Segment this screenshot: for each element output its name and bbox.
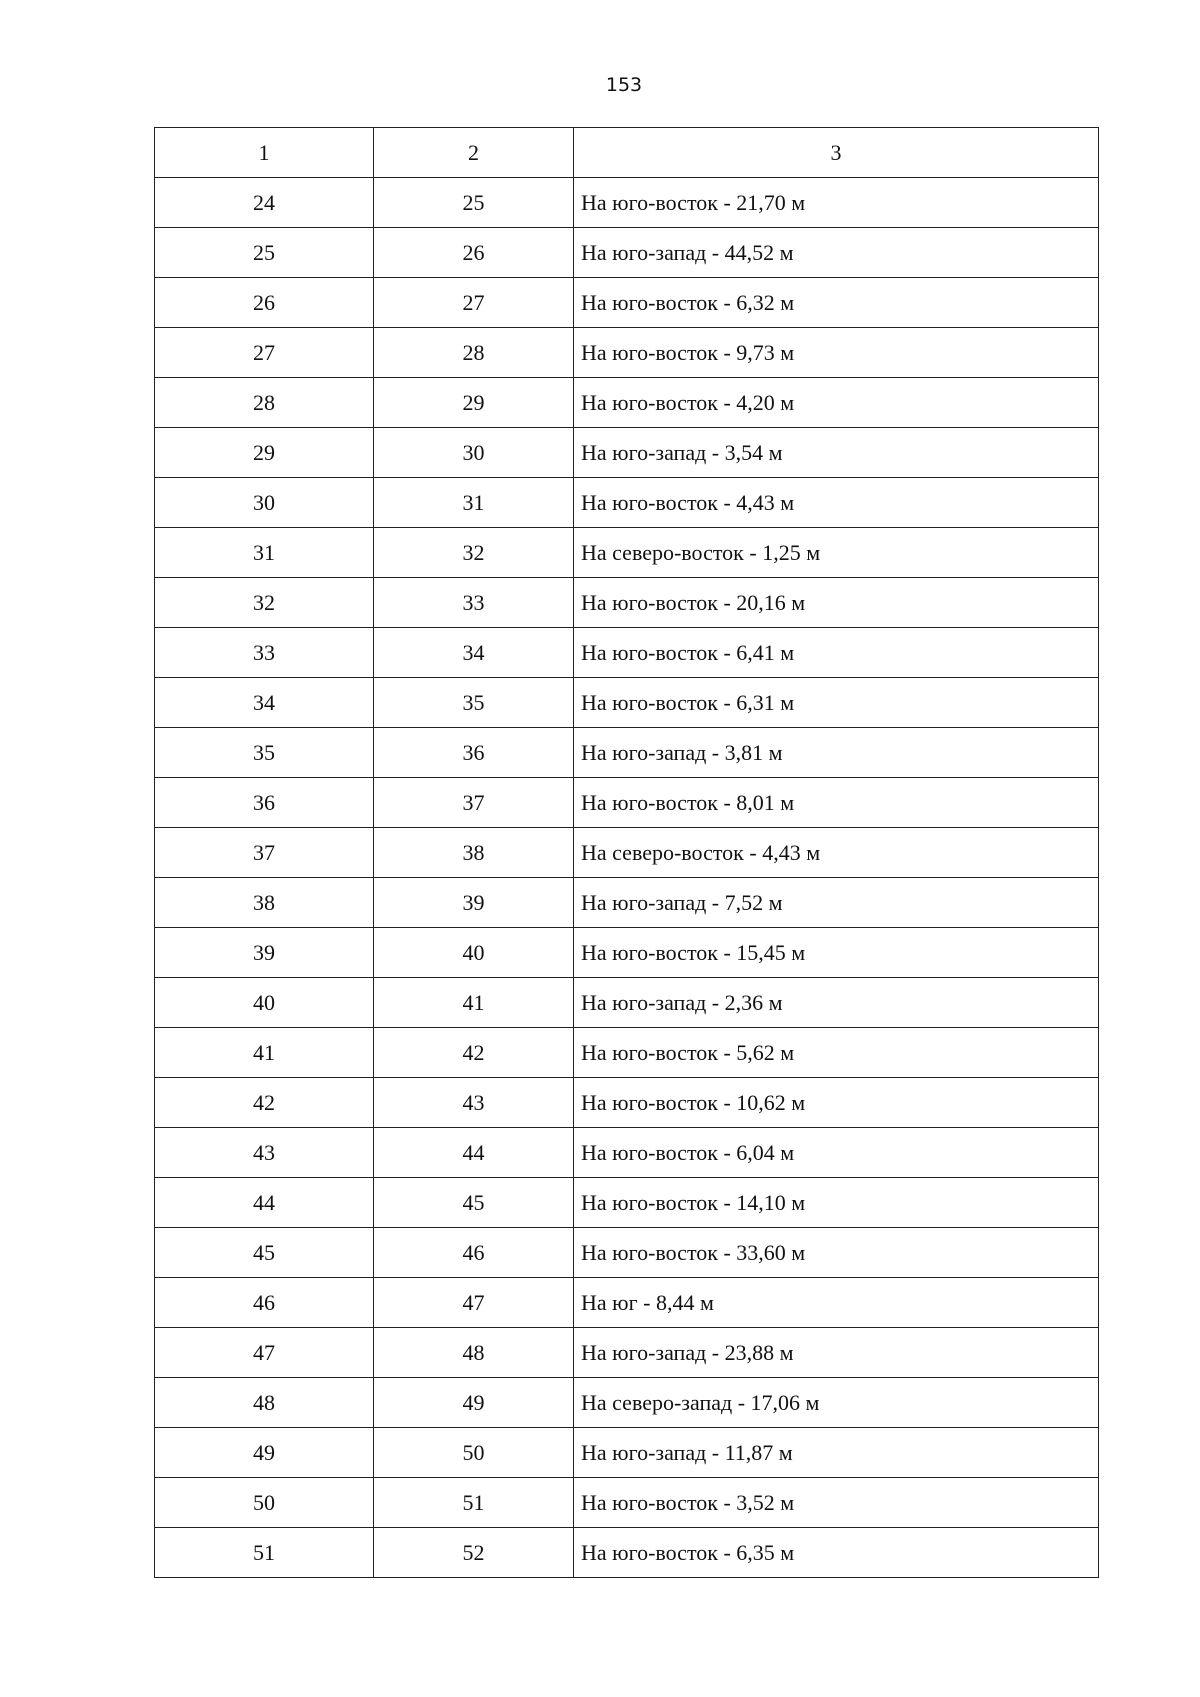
from-point-cell: 50 [155,1478,374,1528]
table-row [155,1228,1099,1278]
direction-distance-cell: На юго-запад - 11,87 м [574,1428,1099,1478]
direction-distance-cell: На юго-восток - 33,60 м [574,1228,1099,1278]
direction-distance-cell: На юго-восток - 6,31 м [574,678,1099,728]
table-row [155,428,1099,478]
direction-distance-cell: На юго-восток - 10,62 м [574,1078,1099,1128]
from-point-cell: 40 [155,978,374,1028]
table-row [155,928,1099,978]
table-row [155,1078,1099,1128]
direction-distance-cell: На северо-запад - 17,06 м [574,1378,1099,1428]
from-point-cell: 27 [155,328,374,378]
from-point-cell: 39 [155,928,374,978]
from-point-cell: 30 [155,478,374,528]
to-point-cell: 44 [374,1128,574,1178]
table-row [155,978,1099,1028]
to-point-cell: 28 [374,328,574,378]
direction-distance-cell: На юго-восток - 21,70 м [574,178,1099,228]
from-point-cell: 29 [155,428,374,478]
to-point-cell: 45 [374,1178,574,1228]
from-point-cell: 42 [155,1078,374,1128]
to-point-cell: 39 [374,878,574,928]
to-point-cell: 29 [374,378,574,428]
from-point-cell: 33 [155,628,374,678]
direction-distance-cell: На юго-восток - 6,32 м [574,278,1099,328]
table-row [155,1428,1099,1478]
to-point-cell: 32 [374,528,574,578]
table-row [155,528,1099,578]
to-point-cell: 42 [374,1028,574,1078]
from-point-cell: 43 [155,1128,374,1178]
from-point-cell: 51 [155,1528,374,1578]
table-row [155,1128,1099,1178]
page-number: 153 [605,74,643,96]
direction-distance-cell: На юго-восток - 8,01 м [574,778,1099,828]
table-row [155,678,1099,728]
table-row [155,1478,1099,1528]
direction-distance-cell: На юго-запад - 3,54 м [574,428,1099,478]
to-point-cell: 27 [374,278,574,328]
to-point-cell: 35 [374,678,574,728]
table-row [155,228,1099,278]
to-point-cell: 50 [374,1428,574,1478]
to-point-cell: 49 [374,1378,574,1428]
from-point-cell: 47 [155,1328,374,1378]
table-row [155,578,1099,628]
from-point-cell: 26 [155,278,374,328]
from-point-cell: 32 [155,578,374,628]
direction-distance-cell: На северо-восток - 1,25 м [574,528,1099,578]
to-point-cell: 47 [374,1278,574,1328]
direction-distance-cell: На юго-запад - 44,52 м [574,228,1099,278]
header-cell-col-2: 2 [374,128,574,178]
to-point-cell: 38 [374,828,574,878]
table-row [155,328,1099,378]
from-point-cell: 31 [155,528,374,578]
to-point-cell: 51 [374,1478,574,1528]
table-row [155,1378,1099,1428]
direction-distance-cell: На юго-восток - 14,10 м [574,1178,1099,1228]
to-point-cell: 31 [374,478,574,528]
to-point-cell: 48 [374,1328,574,1378]
direction-distance-cell: На юго-восток - 4,43 м [574,478,1099,528]
from-point-cell: 34 [155,678,374,728]
from-point-cell: 37 [155,828,374,878]
table-row [155,1028,1099,1078]
direction-distance-cell: На юго-запад - 3,81 м [574,728,1099,778]
table-row [155,1178,1099,1228]
table-row [155,778,1099,828]
from-point-cell: 24 [155,178,374,228]
direction-distance-cell: На юго-восток - 5,62 м [574,1028,1099,1078]
to-point-cell: 52 [374,1528,574,1578]
boundary-table [154,127,1099,1578]
from-point-cell: 28 [155,378,374,428]
direction-distance-cell: На юго-запад - 2,36 м [574,978,1099,1028]
from-point-cell: 44 [155,1178,374,1228]
to-point-cell: 25 [374,178,574,228]
to-point-cell: 43 [374,1078,574,1128]
to-point-cell: 46 [374,1228,574,1278]
from-point-cell: 41 [155,1028,374,1078]
direction-distance-cell: На юго-запад - 7,52 м [574,878,1099,928]
table-row [155,828,1099,878]
to-point-cell: 41 [374,978,574,1028]
direction-distance-cell: На юго-восток - 6,41 м [574,628,1099,678]
direction-distance-cell: На юг - 8,44 м [574,1278,1099,1328]
table-row [155,1528,1099,1578]
table-header-row [155,128,1099,178]
direction-distance-cell: На юго-запад - 23,88 м [574,1328,1099,1378]
from-point-cell: 25 [155,228,374,278]
direction-distance-cell: На северо-восток - 4,43 м [574,828,1099,878]
direction-distance-cell: На юго-восток - 4,20 м [574,378,1099,428]
direction-distance-cell: На юго-восток - 3,52 м [574,1478,1099,1528]
header-cell-col-3: 3 [574,128,1099,178]
from-point-cell: 49 [155,1428,374,1478]
from-point-cell: 46 [155,1278,374,1328]
to-point-cell: 30 [374,428,574,478]
table-row [155,1328,1099,1378]
table-row [155,278,1099,328]
direction-distance-cell: На юго-восток - 6,04 м [574,1128,1099,1178]
to-point-cell: 33 [374,578,574,628]
to-point-cell: 40 [374,928,574,978]
from-point-cell: 48 [155,1378,374,1428]
from-point-cell: 45 [155,1228,374,1278]
direction-distance-cell: На юго-восток - 6,35 м [574,1528,1099,1578]
table-row [155,378,1099,428]
direction-distance-cell: На юго-восток - 9,73 м [574,328,1099,378]
to-point-cell: 34 [374,628,574,678]
from-point-cell: 38 [155,878,374,928]
direction-distance-cell: На юго-восток - 15,45 м [574,928,1099,978]
from-point-cell: 35 [155,728,374,778]
to-point-cell: 37 [374,778,574,828]
from-point-cell: 36 [155,778,374,828]
table-row [155,178,1099,228]
table-row [155,878,1099,928]
table-row [155,478,1099,528]
table-row [155,628,1099,678]
header-cell-col-1: 1 [155,128,374,178]
table-row [155,728,1099,778]
to-point-cell: 36 [374,728,574,778]
direction-distance-cell: На юго-восток - 20,16 м [574,578,1099,628]
to-point-cell: 26 [374,228,574,278]
table-row [155,1278,1099,1328]
